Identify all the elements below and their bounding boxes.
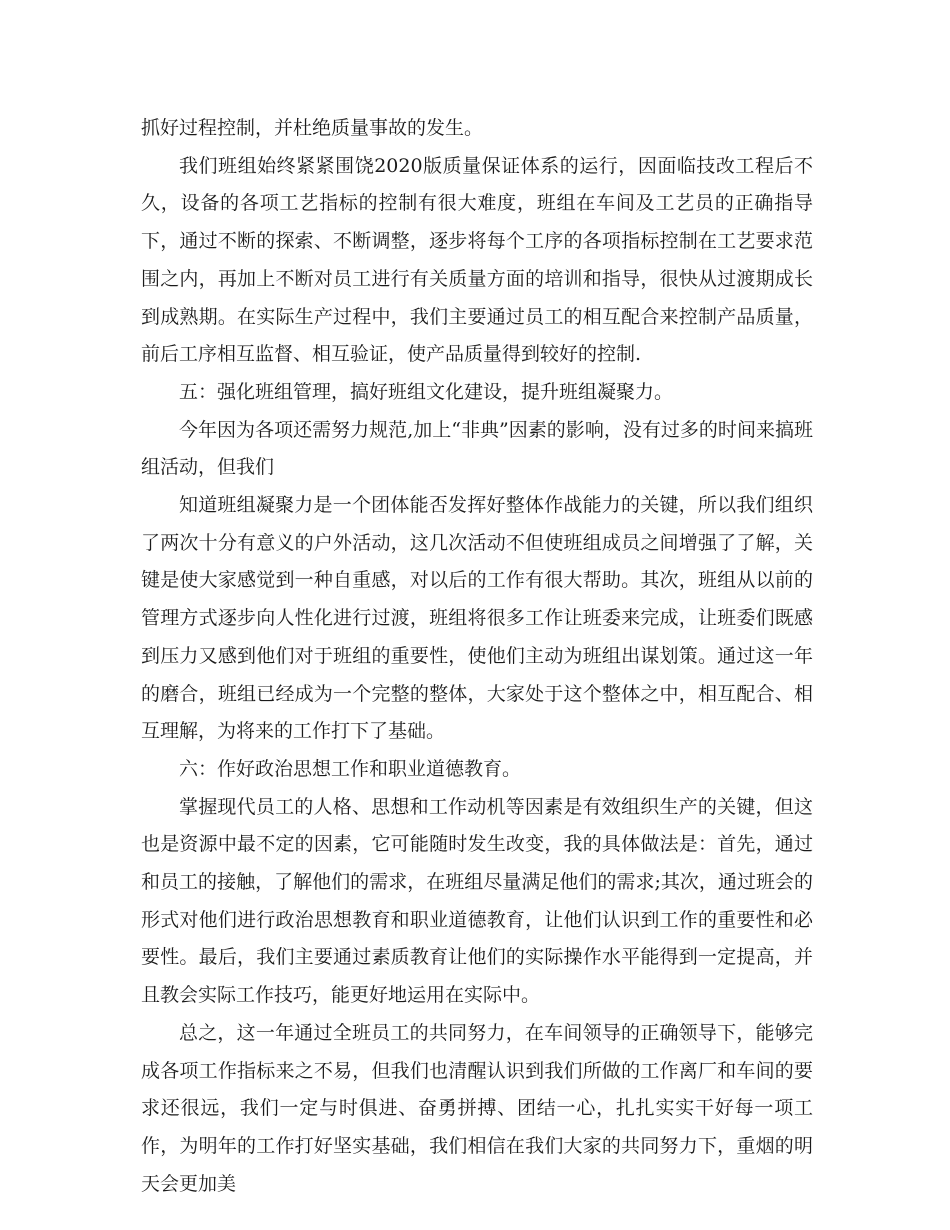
paragraph-quality-system: 我们班组始终紧紧围饶2020版质量保证体系的运行，因面临技改工程后不久，设备的各项工艺指标的控制有很大难度，班组在车间及工艺员的正确指导下，通过不断的探索、不断调整，逐步将每个工序的各项指标控制在工艺要求范围之内，再加上不断对员工进行有关质量方面的培训和指导，很快从过渡期成长到成熟期。在实际生产过程中，我们主要通过员工的相互配合来控制产品质量，前后工序相互监督、相互验证，使产品质量得到较好的控制. — [141, 154, 813, 366]
paragraph-ideology-education: 掌握现代员工的人格、思想和工作动机等因素是有效组织生产的关键，但这也是资源中最不定的因素，它可能随时发生改变，我的具体做法是：首先，通过和员工的接触，了解他们的需求，在班组尽量满足他们的需求;其次，通过班会的形式对他们进行政治思想教育和职业道德教育，让他们认识到工作的重要性和必要性。最后，我们主要通过素质教育让他们的实际操作水平能得到一定提高，并且教会实际工作技巧，能更好地运用在实际中。 — [141, 795, 813, 1007]
paragraph-summary: 总之，这一年通过全班员工的共同努力，在车间领导的正确领导下，能够完成各项工作指标来之不易，但我们也清醒认识到我们所做的工作离厂和车间的要求还很远，我们一定与时俱进、奋勇拼搏、团结一心，扎扎实实干好每一项工作，为明年的工作打好坚实基础，我们相信在我们大家的共同努力下，重烟的明天会更加美 — [141, 1021, 813, 1195]
section-heading-six: 六：作好政治思想工作和职业道德教育。 — [179, 757, 522, 780]
paragraph-cohesion: 知道班组凝聚力是一个团体能否发挥好整体作战能力的关键，所以我们组织了两次十分有意义的户外活动，这几次活动不但使班组成员之间增强了了解，关键是使大家感觉到一种自重感，对以后的工作有很大帮助。其次，班组从以前的管理方式逐步向人性化进行过渡，班组将很多工作让班委来完成，让班委们既感到压力又感到他们对于班组的重要性，使他们主动为班组出谋划策。通过这一年的磨合，班组已经成为一个完整的整体，大家处于这个整体之中，相互配合、相互理解，为将来的工作打下了基础。 — [141, 494, 813, 743]
paragraph-team-activities: 今年因为各项还需努力规范,加上“非典”因素的影响，没有过多的时间来搞班组活动，但我们 — [141, 418, 813, 479]
document-body — [141, 110, 813, 1203]
section-heading-five: 五：强化班组管理，搞好班组文化建设，提升班组凝聚力。 — [179, 380, 674, 403]
paragraph-continuation: 抓好过程控制，并杜绝质量事故的发生。 — [141, 117, 484, 139]
